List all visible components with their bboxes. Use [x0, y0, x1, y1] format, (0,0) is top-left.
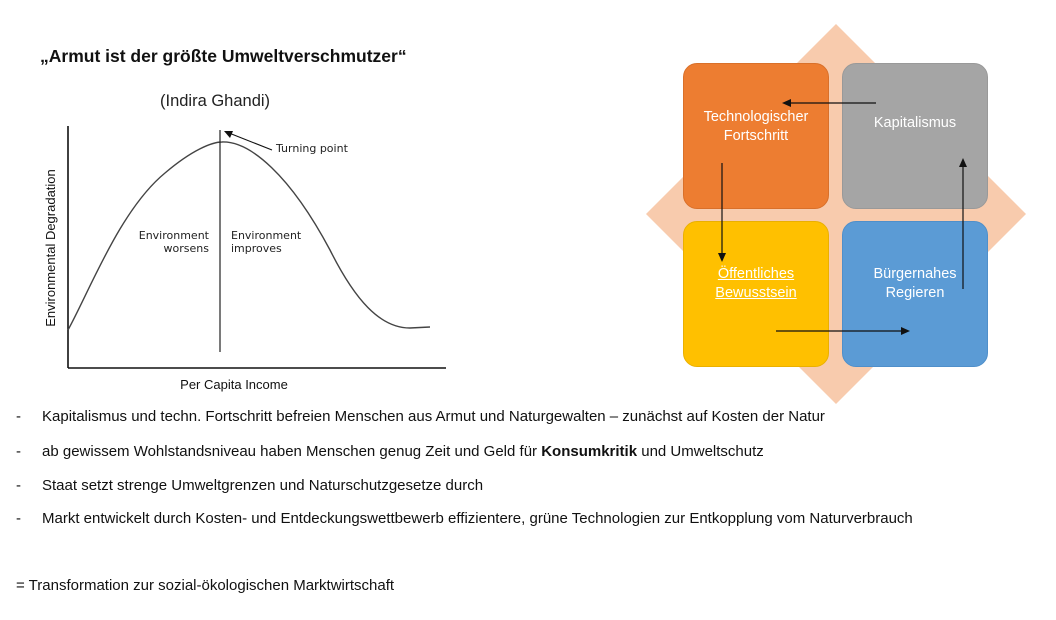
bullet-text: Staat setzt strenge Umweltgrenzen und Naturschutzgesetze durch — [42, 477, 484, 494]
box-buerger-line1: Bürgernahes — [873, 266, 957, 282]
quote-title: „Armut ist der größte Umweltverschmutzer“ — [40, 46, 407, 66]
bullet-dash: - — [16, 510, 21, 527]
bullet-text — [42, 443, 764, 460]
box-buerger-line2: Regieren — [885, 285, 945, 301]
bullet-text-pre: ab gewissem Wohlstandsniveau haben Menschen genug Zeit und Geld für — [42, 443, 542, 460]
bullet-text-bold: Konsumkritik — [541, 443, 638, 460]
box-oeff-line2: Bewusstsein — [715, 285, 797, 301]
arrowhead-buerger-to-kap — [959, 158, 967, 167]
box-tech-line1: Technologischer — [703, 109, 809, 125]
y-axis-label: Environmental Degradation — [43, 169, 58, 327]
arrowhead-kap-to-tech — [782, 99, 791, 107]
bullet-dash: - — [16, 477, 21, 494]
box-kap-label: Kapitalismus — [873, 114, 957, 131]
turning-point-label: Turning point — [276, 142, 348, 155]
bullet-dash: - — [16, 443, 21, 460]
bullet-dash: - — [16, 408, 21, 425]
bullet-text: Markt entwickelt durch Kosten- und Entdeckungswettbewerb effizientere, grüne Technologien zur Entkopplung vom Naturverbrauch — [42, 510, 913, 527]
arrowhead-oeff-to-buerger — [901, 327, 910, 335]
box-oeff-line1: Öffentliches — [717, 266, 795, 282]
box-tech-line2: Fortschritt — [723, 128, 789, 144]
bullet-text: Kapitalismus und techn. Fortschritt befreien Menschen aus Armut und Naturgewalten – zunächst auf Kosten der Natur — [42, 408, 825, 425]
worsens-label-line1: Environment — [138, 229, 209, 242]
summary-line: = Transformation zur sozial-ökologischen Marktwirtschaft — [16, 577, 395, 594]
arrowhead-tech-to-oeff — [718, 253, 726, 262]
improves-label-line1: Environment — [231, 229, 302, 242]
quote-author: (Indira Ghandi) — [160, 92, 271, 110]
worsens-label-line2: worsens — [163, 242, 209, 255]
bullet-text-post: und Umweltschutz — [637, 443, 764, 460]
improves-label-line2: improves — [231, 242, 282, 255]
x-axis-label: Per Capita Income — [180, 377, 288, 392]
